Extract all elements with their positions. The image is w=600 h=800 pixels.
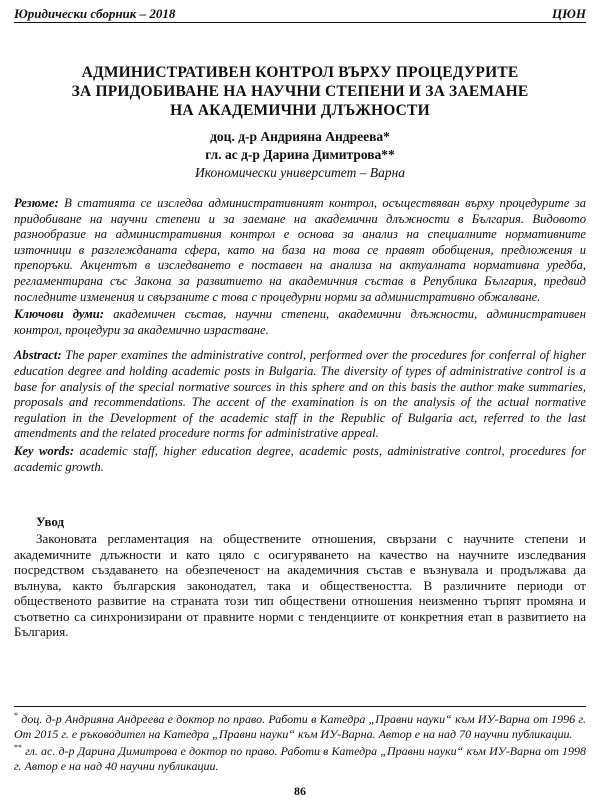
abstract-bulgarian-label: Резюме: xyxy=(14,196,59,210)
running-header xyxy=(14,0,586,23)
abstract-bulgarian-text: В статията се изследва административният контрол, осъществяван върху процедурите за придобиване на научни степени и за заемане на академични длъжности в България. Видовото разнообразие на административния контрол е основа за анализ на специалните нормативните източници в разглежданата сфера, като на база на това се правят обобщения, предложения и препоръки. Акцентът в изследването е поставен на анализа на актуалната нормативна уредба, регламентирана със Закона за развитието на академичния състав в Република България, предвид последните изменения и свързаните с това с процедурни норми за административно обжалване. xyxy=(14,196,586,304)
footnote-2-text: гл. ас. д-р Дарина Димитрова е доктор по право. Работи в Катедра „Правни науки“ към ИУ-Варна от 1998 г. Автор е на над 40 научни публикации. xyxy=(14,744,586,773)
introduction-section xyxy=(14,513,586,640)
keywords-bulgarian xyxy=(14,307,586,338)
footnotes xyxy=(14,706,586,773)
author-affiliation: Икономически университет – Варна xyxy=(194,165,406,180)
author-list xyxy=(14,128,586,164)
publisher-code: ЦЮН xyxy=(552,6,586,21)
author-1: доц. д-р Андрияна Андреева* xyxy=(210,129,390,144)
title-line-1: АДМИНИСТРАТИВЕН КОНТРОЛ ВЪРХУ ПРОЦЕДУРИТЕ xyxy=(81,64,519,81)
footnote-1-marker: * xyxy=(14,711,18,720)
article-title xyxy=(14,63,586,120)
abstract-english-text: The paper examines the administrative control, performed over the procedures for conferral of higher education degree and holding academic posts in Bulgaria. The diversity of types of administrative control is a base for analysis of the special normative sources in this sphere and on this basis the author make summaries, proposals and recommendations. The accent of the examination is on the analysis of the actual normative regulation in the Development of the academic staff in the Republic of Bulgaria act, referred to the last amendments and the related procedure norms for administrative appeal. xyxy=(14,348,586,441)
keywords-english xyxy=(14,444,586,475)
keywords-english-text: academic staff, higher education degree, academic posts, administrative control, procedures for academic growth. xyxy=(14,443,586,474)
page-number: 86 xyxy=(294,784,306,798)
footnote-2 xyxy=(14,741,586,773)
title-line-2: ЗА ПРИДОБИВАНЕ НА НАУЧНИ СТЕПЕНИ И ЗА ЗАЕМАНЕ xyxy=(71,83,529,100)
section-heading: Увод xyxy=(36,514,65,530)
footnote-2-marker: ** xyxy=(14,743,22,752)
author-2: гл. ас д-р Дарина Димитрова** xyxy=(205,147,395,162)
abstract-english-label: Abstract: xyxy=(14,348,62,363)
abstract-english xyxy=(14,348,586,442)
footnote-1 xyxy=(14,709,586,741)
journal-name: Юридически сборник – 2018 xyxy=(14,6,176,21)
abstract-bulgarian xyxy=(14,196,586,305)
keywords-bulgarian-label: Ключови думи: xyxy=(14,307,104,322)
introduction-paragraph: Законовата регламентация на обществените отношения, свързани с научните степени и академичните длъжности и като цяло с осигуряването на качество на научните изследвания посредством създаването на обезпеченост на академичния състав е възнувала и продължава да вълнува, както българския законодател, така и обществеността. В различните периоди от общественото развитие на страната този тип обществени отношения неизменно търпят промяна и съответно са синхронизирани от правните норми с тенденциите от конкретния етап в развитието на България. xyxy=(14,531,586,640)
keywords-bulgarian-text: академичен състав, научни степени, академични длъжности, административен контрол, процедури за академично израстване. xyxy=(14,307,586,337)
title-line-3: НА АКАДЕМИЧНИ ДЛЪЖНОСТИ xyxy=(170,102,430,119)
keywords-english-label: Key words: xyxy=(14,443,75,458)
footnote-1-text: доц. д-р Андрияна Андреева е доктор по право. Работи в Катедра „Правни науки“ към ИУ-Варна от 1996 г. От 2015 г. е ръководител на Катедра „Правни науки“ към ИУ-Варна. Автор е на над 70 научни публикации. xyxy=(14,712,586,741)
